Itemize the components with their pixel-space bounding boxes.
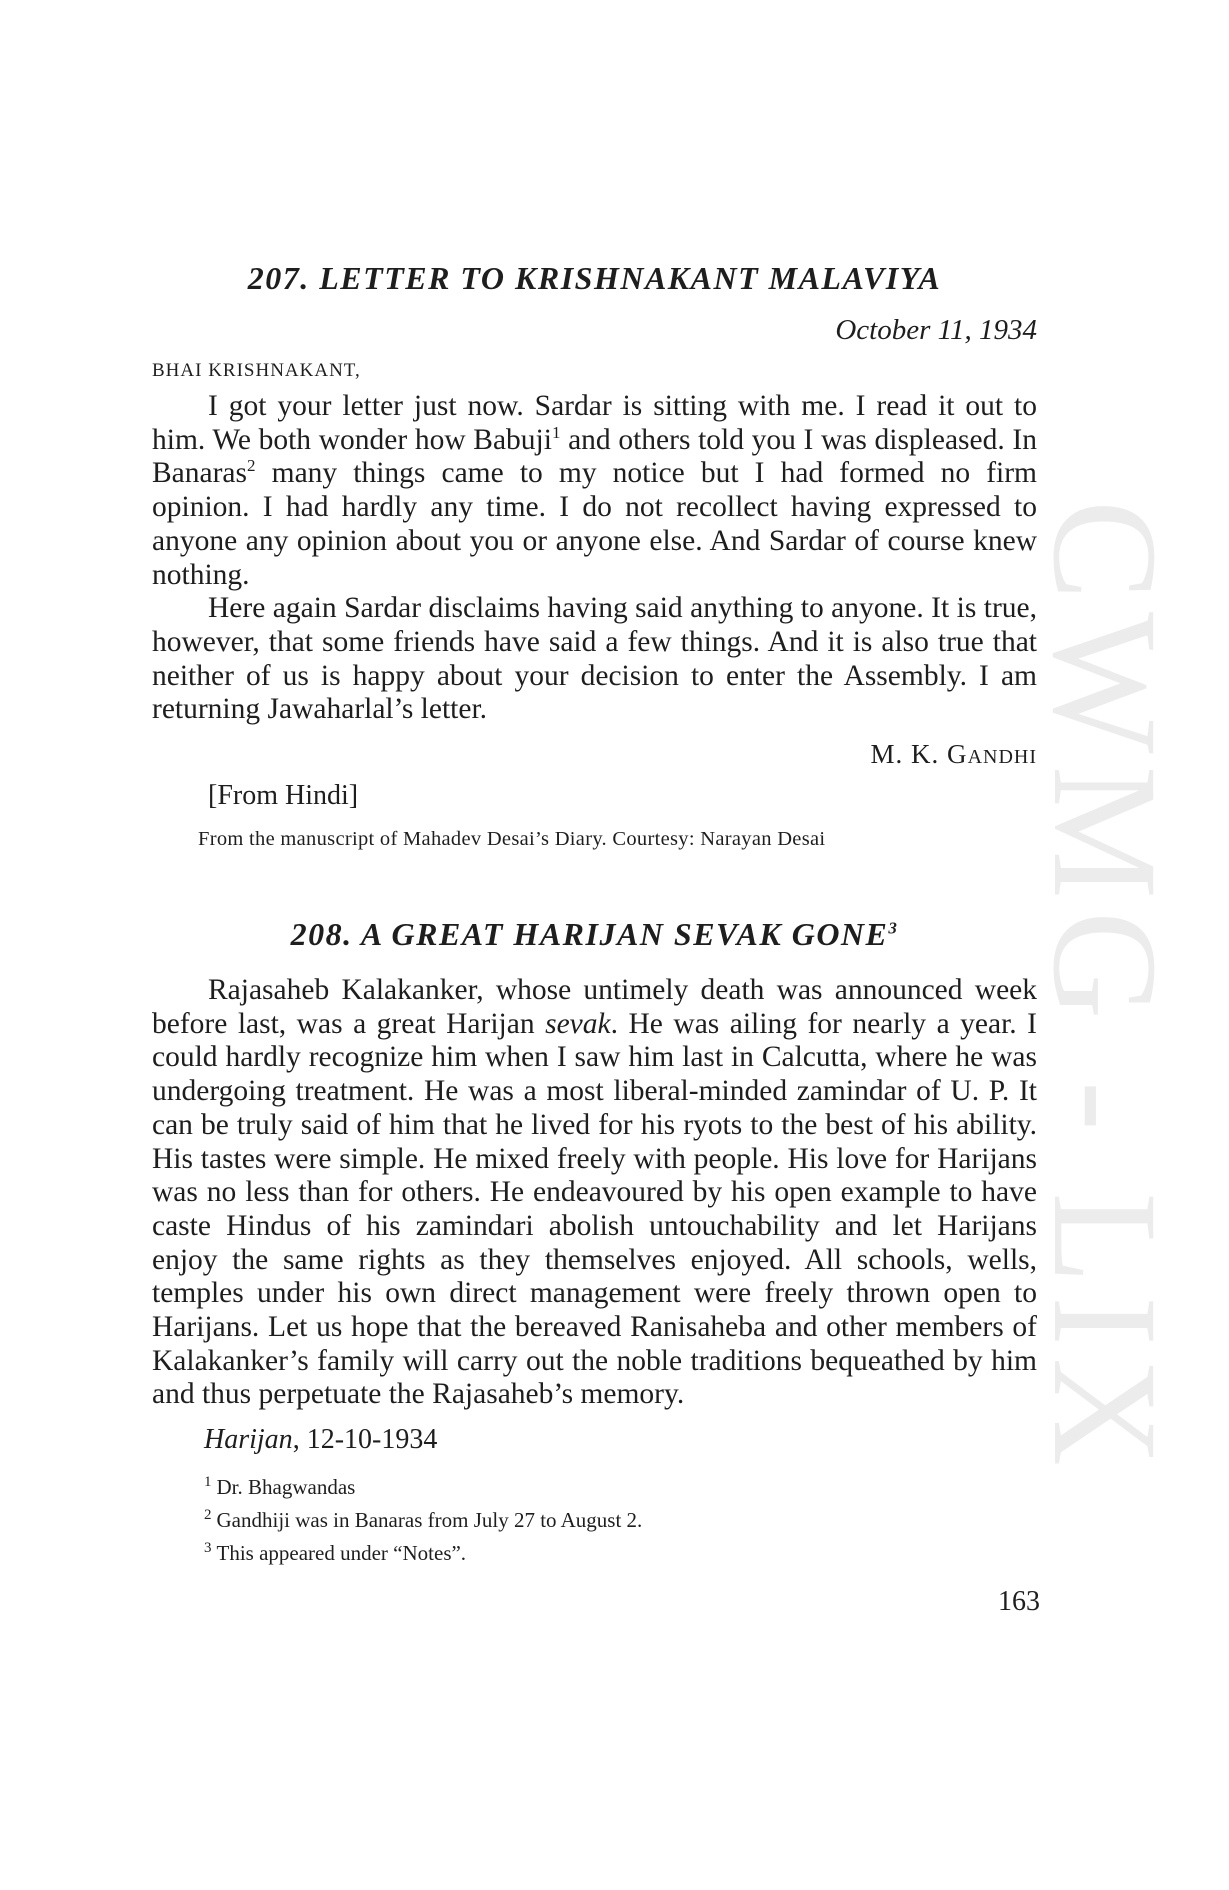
footnote-3 — [204, 1534, 1037, 1567]
footnote-1-number: 1 — [204, 1474, 212, 1491]
page-number: 163 — [998, 1586, 1040, 1617]
signature-rest: ANDHI — [967, 746, 1037, 769]
footnote-3-number: 3 — [204, 1540, 212, 1557]
letter-paragraph-1-part-b: and others told you I was displeased. In Banaras — [152, 423, 1037, 490]
citation — [204, 1422, 1037, 1458]
letter-paragraph-1 — [152, 390, 1037, 592]
footnote-2-number: 2 — [204, 1507, 212, 1524]
watermark-text: CWMG - LIX — [1022, 500, 1188, 1479]
article-title-text: 208. A GREAT HARIJAN SEVAK GONE — [290, 916, 889, 953]
footnote-2 — [204, 1501, 1037, 1534]
footnote-ref-1: 1 — [551, 422, 561, 442]
article-paragraph-italic: sevak — [545, 1007, 611, 1040]
signature — [152, 737, 1037, 774]
signature-initials: M. K. G — [870, 739, 968, 770]
letter-paragraph-1-part-c: many things came to my notice but I had formed no firm opinion. I had hardly any time. I do not recollect having expressed to anyone any opinion about you or anyone else. And Sardar of course knew nothing. — [152, 457, 1037, 591]
watermark — [1022, 500, 1188, 1479]
source-note: From the manuscript of Mahadev Desai’s Diary. Courtesy: Narayan Desai — [198, 828, 826, 851]
footnote-1-text: Dr. Bhagwandas — [216, 1475, 356, 1500]
letter-title: 207. LETTER TO KRISHNAKANT MALAVIYA — [247, 260, 942, 296]
article-paragraph-part-a: Rajasaheb Kalakanker, whose untimely death was announced week before last, was a great Harijan — [152, 974, 1037, 1040]
letter-paragraph-2: Here again Sardar disclaims having said anything to anyone. It is true, however, that some friends have said a few things. And it is also true that neither of us is happy about your decision to enter the Assembly. I am returning Jawaharlal’s letter. — [152, 592, 1037, 726]
footnote-3-text: This appeared under “Notes”. — [216, 1541, 467, 1566]
footnote-1 — [204, 1468, 1037, 1501]
salutation: BHAI KRISHNAKANT, — [152, 360, 361, 381]
citation-date: , 12-10-1934 — [292, 1424, 438, 1456]
citation-source: Harijan — [204, 1424, 293, 1456]
footnote-2-text: Gandhiji was in Banaras from July 27 to August 2. — [216, 1508, 643, 1533]
article-title — [152, 912, 1037, 956]
letter-date: October 11, 1934 — [835, 314, 1037, 346]
letter-paragraph-1-part-a: I got your letter just now. Sardar is sitting with me. I read it out to him. We both wonder how Babuji — [152, 390, 1037, 456]
article-paragraph — [152, 974, 1037, 1412]
footnote-ref-3: 3 — [888, 918, 899, 938]
footnote-ref-2: 2 — [247, 456, 256, 476]
page-content — [152, 256, 1037, 1567]
language-note: [From Hindi] — [208, 780, 359, 812]
footnotes — [204, 1468, 1037, 1567]
article-paragraph-part-b: . He was ailing for nearly a year. I could hardly recognize him when I saw him last in Calcutta, where he was undergoing treatment. He was a most liberal-minded zamindar of U. P. It can be truly said of him that he lived for his ryots to the best of his ability. His tastes were simple. He mixed freely with people. His love for Harijans was no less than for others. He endeavoured by his open example to have caste Hindus of his zamindari abolish untouchability and let Harijans enjoy the same rights as they themselves enjoyed. All schools, wells, temples under his own direct management were freely thrown open to Harijans. Let us hope that the bereaved Ranisaheba and other members of Kalakanker’s family will carry out the noble traditions bequeathed by him and thus perpetuate the Rajasaheb’s memory. — [152, 1007, 1037, 1411]
